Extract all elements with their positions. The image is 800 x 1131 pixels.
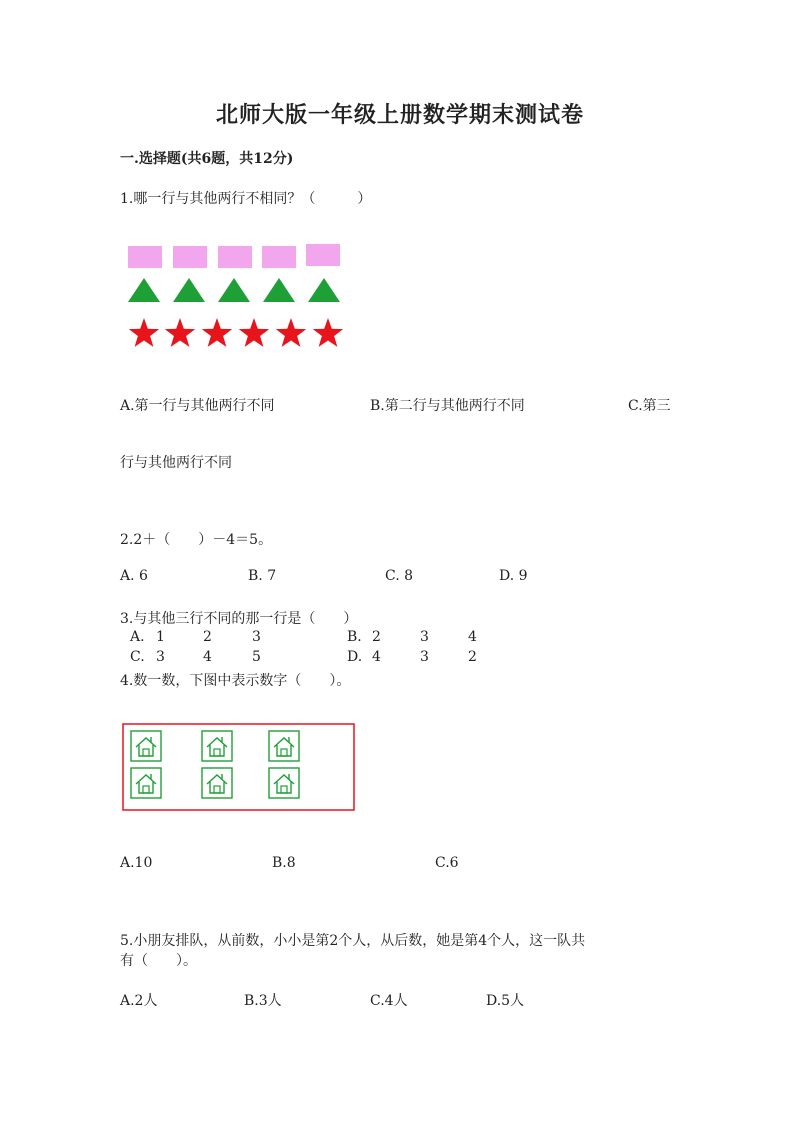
q5-stem-line2: 有（ ）。 xyxy=(120,953,197,969)
q1-figure xyxy=(128,242,348,352)
q5-option-c: C.4人 xyxy=(370,993,408,1009)
q3-row-a-n3: 3 xyxy=(252,629,261,645)
q2-option-d: D. 9 xyxy=(499,568,528,584)
house-icon xyxy=(131,731,161,761)
pink-rectangle xyxy=(306,244,340,266)
q1-option-c: C.第三 xyxy=(628,398,671,414)
house-icon xyxy=(202,768,232,798)
q1-option-b: B.第二行与其他两行不同 xyxy=(370,398,525,414)
q4-figure xyxy=(122,723,356,811)
page-title: 北师大版一年级上册数学期末测试卷 xyxy=(215,102,584,128)
pink-rectangle xyxy=(218,246,252,268)
red-star xyxy=(165,318,195,347)
green-triangle xyxy=(128,278,160,302)
q5-option-a: A.2人 xyxy=(120,993,158,1009)
q2-option-c: C. 8 xyxy=(385,568,414,584)
q3-stem: 3.与其他三行不同的那一行是（ ） xyxy=(120,611,358,627)
q1-option-c-wrap: 行与其他两行不同 xyxy=(120,455,232,471)
red-star xyxy=(129,318,159,347)
red-star xyxy=(239,318,269,347)
q5-stem-line1: 5.小朋友排队，从前数，小小是第2个人，从后数，她是第4个人，这一队共 xyxy=(120,933,586,949)
q3-row-c-n2: 4 xyxy=(203,649,212,665)
q3-row-b-n3: 4 xyxy=(468,629,477,645)
red-star xyxy=(313,318,343,347)
q3-row-a-label: A. xyxy=(130,629,145,645)
house-icon xyxy=(131,768,161,798)
q2-option-b: B. 7 xyxy=(248,568,277,584)
q5-option-d: D.5人 xyxy=(486,993,525,1009)
house-icon xyxy=(269,768,299,798)
q2-stem: 2.2＋（ ）－4＝5。 xyxy=(120,532,273,548)
q4-option-c: C.6 xyxy=(435,855,459,871)
q4-option-a: A.10 xyxy=(120,855,153,871)
q4-option-b: B.8 xyxy=(272,855,296,871)
q3-row-d-n1: 4 xyxy=(372,649,381,665)
pink-rectangle xyxy=(128,246,162,268)
q4-stem: 4.数一数，下图中表示数字（ ）。 xyxy=(120,673,351,689)
q3-row-a-n1: 1 xyxy=(156,629,165,645)
q3-row-c-n3: 5 xyxy=(252,649,261,665)
green-triangle xyxy=(218,278,250,302)
q3-row-b-n2: 3 xyxy=(420,629,429,645)
q3-row-a-n2: 2 xyxy=(203,629,212,645)
house-icon xyxy=(202,731,232,761)
q1-stem: 1.哪一行与其他两行不相同？（ ） xyxy=(120,191,372,207)
star-row xyxy=(129,318,343,347)
q3-row-c-label: C. xyxy=(130,649,145,665)
red-star xyxy=(202,318,232,347)
green-triangle xyxy=(308,278,340,302)
q3-row-d-n3: 2 xyxy=(468,649,477,665)
q3-row-b-n1: 2 xyxy=(372,629,381,645)
pink-rectangle xyxy=(262,246,296,268)
q1-option-a: A.第一行与其他两行不同 xyxy=(120,398,275,414)
q3-row-c-n1: 3 xyxy=(156,649,165,665)
q3-row-d-label: D. xyxy=(347,649,363,665)
q3-row-b-label: B. xyxy=(347,629,362,645)
q3-row-d-n2: 3 xyxy=(420,649,429,665)
q5-option-b: B.3人 xyxy=(244,993,282,1009)
pink-rectangle xyxy=(173,246,207,268)
rectangle-row xyxy=(128,244,340,268)
q2-option-a: A. 6 xyxy=(120,568,148,584)
triangle-row xyxy=(128,278,340,302)
house-icon xyxy=(269,731,299,761)
section-heading: 一.选择题(共6题，共12分) xyxy=(120,151,294,167)
green-triangle xyxy=(263,278,295,302)
green-triangle xyxy=(173,278,205,302)
red-star xyxy=(276,318,306,347)
